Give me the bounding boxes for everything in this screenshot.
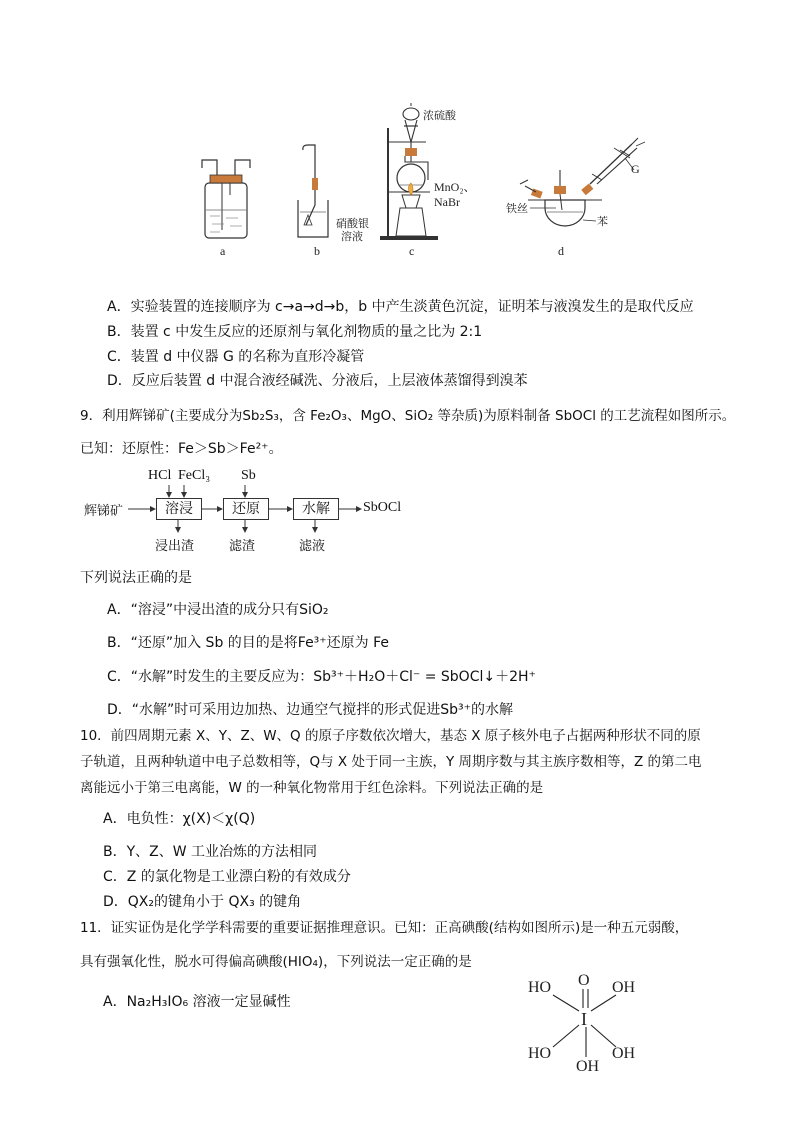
q8-option-a: A．实验装置的连接顺序为 c→a→d→b，b 中产生淡黄色沉淀，证明苯与液溴发生的是取代反应 xyxy=(107,299,694,315)
atom-i-center: I xyxy=(581,1009,587,1029)
reagent-sb: Sb xyxy=(241,468,256,483)
atom-o-top: O xyxy=(578,972,590,989)
apparatus-b xyxy=(298,145,328,237)
flow-product: SbOCl xyxy=(363,500,402,515)
atom-oh-lr: OH xyxy=(612,1045,636,1062)
q10-option-c: C．Z 的氯化物是工业漂白粉的有效成分 xyxy=(103,869,351,885)
label-nabr: NaBr xyxy=(434,195,460,209)
q11-option-a: A．Na₂H₃IO₆ 溶液一定显碱性 xyxy=(103,994,291,1010)
q10-stem-line-1: 10．前四周期元素 X、Y、Z、W、Q 的原子序数依次增大，基态 X 原子核外电子占据两种形状不同的原 xyxy=(80,728,701,744)
label-silver-nitrate-1: 硝酸银 xyxy=(336,217,369,230)
flow-step-reduce: 还原 xyxy=(223,498,269,520)
label-a: a xyxy=(220,244,226,258)
q9-stem: 9．利用辉锑矿(主要成分为Sb₂S₃，含 Fe₂O₃、MgO、SiO₂ 等杂质)为原料制备 SbOCl 的工艺流程如图所示。 xyxy=(80,408,736,424)
q9-option-d: D．“水解”时可采用边加热、边通空气搅拌的形式促进Sb³⁺的水解 xyxy=(107,702,514,718)
q11-stem-line-1: 11．证实证伪是化学学科需要的重要证据推理意识。已知：正高碘酸(结构如图所示)是一种五元弱酸， xyxy=(80,920,689,936)
q9-prompt: 下列说法正确的是 xyxy=(80,570,192,586)
q8-option-c: C．装置 d 中仪器 G 的名称为直形冷凝管 xyxy=(107,349,365,365)
periodic-acid-structure xyxy=(520,965,650,1077)
flow-output-filter-residue: 滤渣 xyxy=(229,539,256,554)
q10-option-d: D．QX₂的键角小于 QX₃ 的键角 xyxy=(103,894,302,910)
label-d: d xyxy=(558,244,564,258)
q9-option-c: C．“水解”时发生的主要反应为：Sb³⁺＋H₂O＋Cl⁻ = SbOCl↓＋2H⁺ xyxy=(107,669,536,685)
apparatus-a xyxy=(202,160,250,238)
apparatus-figure xyxy=(190,100,650,265)
label-c: c xyxy=(409,244,415,258)
apparatus-c xyxy=(380,103,438,240)
q8-option-b: B．装置 c 中发生反应的还原剂与氧化剂物质的量之比为 2:1 xyxy=(107,324,483,340)
label-silver-nitrate-2: 溶液 xyxy=(341,230,363,243)
apparatus-d xyxy=(520,138,645,226)
atom-oh-bottom: OH xyxy=(576,1058,600,1075)
label-iron-wire: 铁丝 xyxy=(506,202,528,215)
label-conc-sulfuric: 浓硫酸 xyxy=(423,109,456,122)
flow-step-hydrolysis: 水解 xyxy=(293,498,339,520)
flow-arrows xyxy=(80,468,440,558)
label-benzene: 苯 xyxy=(597,215,608,228)
q9-option-a: A．“溶浸”中浸出渣的成分只有SiO₂ xyxy=(107,602,329,618)
flow-step-leach: 溶浸 xyxy=(156,498,202,520)
q10-stem-line-2: 子轨道，且两种轨道中电子总数相等，Q与 X 处于同一主族，Y 周期序数与其主族序数相等，Z 的第二电 xyxy=(80,754,702,770)
q9-flowchart xyxy=(80,468,440,558)
reagent-fecl3: FeCl₃ xyxy=(178,468,211,483)
label-b: b xyxy=(314,244,320,258)
atom-ho-ul: HO xyxy=(528,979,552,996)
q10-option-a: A．电负性：χ(X)＜χ(Q) xyxy=(103,811,256,827)
q9-known: 已知：还原性：Fe＞Sb＞Fe²⁺。 xyxy=(80,441,283,457)
label-mno2: MnO₂、 xyxy=(434,180,476,194)
flow-input-label: 辉锑矿 xyxy=(84,504,124,519)
flow-output-residue: 浸出渣 xyxy=(155,539,195,554)
flow-output-filtrate: 滤液 xyxy=(299,539,326,554)
q10-stem-line-3: 离能远小于第三电离能，W 的一种氧化物常用于红色涂料。下列说法正确的是 xyxy=(80,780,544,796)
atom-ho-ll: HO xyxy=(528,1045,552,1062)
q8-option-d: D．反应后装置 d 中混合液经碱洗、分液后，上层液体蒸馏得到溴苯 xyxy=(107,373,528,389)
label-g: G xyxy=(631,162,640,176)
q10-option-b: B．Y、Z、W 工业冶炼的方法相同 xyxy=(103,844,318,860)
atom-oh-ur: OH xyxy=(612,979,636,996)
reagent-hcl: HCl xyxy=(148,468,172,483)
q11-stem-line-2: 具有强氧化性，脱水可得偏高碘酸(HIO₄)，下列说法一定正确的是 xyxy=(80,954,472,970)
q9-option-b: B．“还原”加入 Sb 的目的是将Fe³⁺还原为 Fe xyxy=(107,635,390,651)
